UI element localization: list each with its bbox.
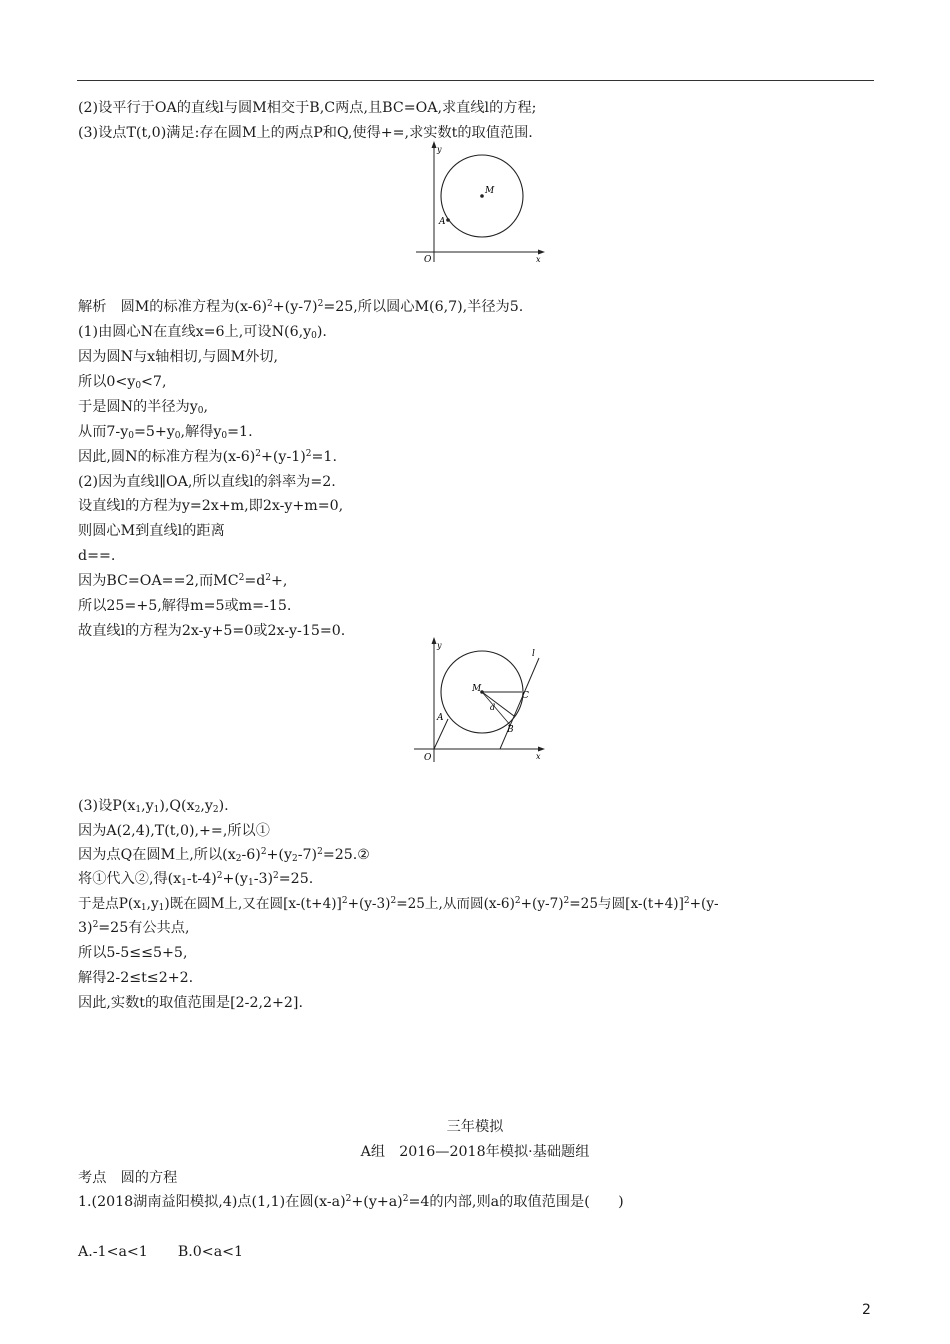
section-title: 三年模拟 bbox=[446, 1119, 504, 1135]
fig2-label-c: C bbox=[522, 691, 529, 701]
solution-line: 设直线l的方程为y=2x+m,即2x-y+m=0, bbox=[78, 498, 344, 514]
header-rule bbox=[77, 80, 874, 81]
solution-intro: 解析 圆M的标准方程为$(x-6)^2+(y-7)^2=25$,所以圆心M(6,7),半径为5. bbox=[78, 299, 524, 315]
part3-line: 于是点$P(x_1,y_1)$既在圆M上,又在圆$[x-(t+4)]^2+(y-3)^2=25$上,从而圆$(x-6)^2+(y-7)^2=25$与圆$[x-(t+4)]^2+(y-$ bbox=[78, 896, 719, 913]
fig1-label-a: A bbox=[439, 217, 446, 227]
part3-line: 所以5-5≤≤5+5, bbox=[78, 945, 188, 961]
solution-line: 从而$7-y_0=5+y_0$,解得$y_0=1$. bbox=[78, 424, 253, 441]
exercise-1-options bbox=[78, 1243, 243, 1261]
fig1-label-o: O bbox=[424, 255, 432, 265]
solution-line: 因为圆N与x轴相切,与圆M外切, bbox=[78, 349, 279, 365]
exercise-1: 1.(2018湖南益阳模拟,4)点(1,1)在圆$(x-a)^2+(y+a)^2=4$的内部,则a的取值范围是( ) bbox=[78, 1194, 624, 1210]
fig1-label-x: x bbox=[536, 255, 541, 264]
part3-line: 3)$^2$=25有公共点, bbox=[78, 920, 190, 936]
question-3: (3)设点T(t,0)满足:存在圆M上的两点P和Q,使得+=,求实数t的取值范围. bbox=[78, 125, 533, 141]
part3-line: 因此,实数t的取值范围是[2-2,2+2]. bbox=[78, 995, 303, 1011]
fig2-label-d: d bbox=[490, 703, 496, 712]
solution-line: 因此,圆N的标准方程为$(x-6)^2+(y-1)^2=1$. bbox=[78, 449, 337, 465]
part3-line: 因为A(2,4),T(t,0),+=,所以① bbox=[78, 823, 270, 839]
section-topic: 考点 圆的方程 bbox=[78, 1170, 178, 1186]
part3-line: (3)设$P(x_1,y_1),Q(x_2,y_2)$. bbox=[78, 798, 229, 815]
fig2-label-l: l bbox=[532, 649, 535, 659]
fig2-label-m: M bbox=[472, 684, 482, 694]
figure-line-l bbox=[408, 636, 548, 766]
part3-line: 因为点Q在圆M上,所以$(x_2-6)^2+(y_2-7)^2=25.②$ bbox=[78, 847, 370, 864]
solution-line: 所以$0<y_0<7$, bbox=[78, 374, 167, 391]
option-b: B.0<a<1 bbox=[177, 1244, 244, 1260]
fig1-label-m: M bbox=[485, 186, 495, 196]
fig2-label-o: O bbox=[424, 753, 432, 763]
question-2: (2)设平行于OA的直线l与圆M相交于B,C两点,且BC=OA,求直线l的方程; bbox=[78, 100, 537, 116]
option-a: A.-1<a<1 bbox=[78, 1244, 148, 1260]
fig1-label-y: y bbox=[437, 145, 442, 154]
solution-line: 于是圆N的半径为$y_0$, bbox=[78, 399, 208, 416]
part3-line: 解得2-2≤t≤2+2. bbox=[78, 970, 194, 986]
fig2-label-a: A bbox=[437, 713, 444, 723]
solution-line: 故直线l的方程为2x-y+5=0或2x-y-15=0. bbox=[78, 623, 346, 639]
fig2-label-b: B bbox=[507, 725, 514, 735]
solution-line: (2)因为直线l∥OA,所以直线l的斜率为=2. bbox=[78, 474, 336, 490]
solution-line: (1)由圆心N在直线x=6上,可设$N(6,y_0)$. bbox=[78, 324, 327, 341]
solution-line: 所以25=+5,解得m=5或m=-15. bbox=[78, 598, 292, 614]
fig2-label-y: y bbox=[437, 641, 442, 650]
solution-line: 因为BC=OA==2,而$MC^2=d^2+$, bbox=[78, 573, 288, 589]
fig2-label-x: x bbox=[536, 752, 541, 761]
page-number: 2 bbox=[862, 1302, 871, 1318]
solution-line: d==. bbox=[78, 548, 116, 564]
section-group: A组 2016—2018年模拟·基础题组 bbox=[360, 1144, 590, 1160]
figure-circle-m bbox=[408, 140, 548, 265]
solution-line: 则圆心M到直线l的距离 bbox=[78, 523, 225, 539]
part3-line: 将①代入②,得$(x_1-t-4)^2+(y_1-3)^2=25$. bbox=[78, 871, 314, 888]
